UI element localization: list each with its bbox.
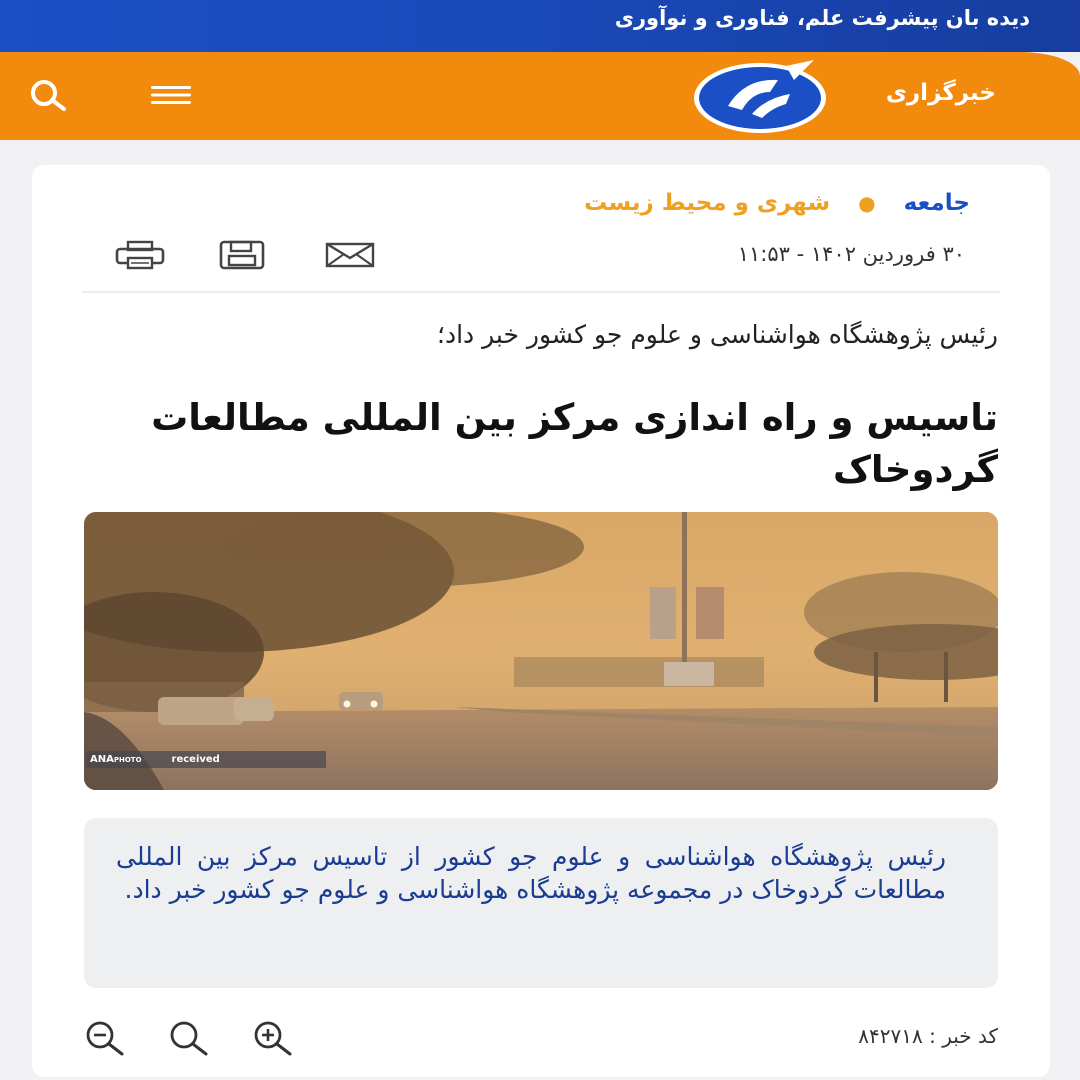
save-icon[interactable]: [216, 240, 268, 270]
zoom-out-icon[interactable]: [78, 1018, 130, 1058]
photo-watermark: [86, 751, 326, 768]
site-tagline: دیده بان پیشرفت علم، فناوری و نوآوری: [614, 6, 1030, 30]
photo-credit-small: PHOTO: [113, 756, 142, 764]
category-link[interactable]: جامعه: [903, 190, 970, 216]
hamburger-icon[interactable]: [146, 80, 196, 110]
news-code-value: ۸۴۲۷۱۸: [858, 1024, 923, 1048]
article-photo: [84, 512, 998, 790]
news-code: [858, 1024, 998, 1048]
breadcrumb: [584, 190, 970, 216]
search-icon[interactable]: [24, 78, 74, 114]
top-banner: [0, 0, 1080, 52]
news-code-label: کد خبر :: [929, 1024, 998, 1048]
brand-label: خبرگزاری: [885, 80, 996, 106]
print-icon[interactable]: [114, 240, 166, 270]
dust-storm-scene: [84, 512, 998, 790]
zoom-reset-icon[interactable]: [162, 1018, 214, 1058]
article-lead: رئیس پژوهشگاه هواشناسی و علوم جو کشور خبر داد؛: [437, 320, 998, 349]
separator-dot: ●: [858, 191, 876, 215]
divider: [82, 291, 1000, 293]
article-title: تاسیس و راه اندازی مرکز بین المللی مطالعات گردوخاک: [151, 396, 998, 491]
article-summary: رئیس پژوهشگاه هواشناسی و علوم جو کشور از تاسیس مرکز بین المللی مطالعات گردوخاک در مجموعه پژوهشگاه هواشناسی و علوم جو کشور خبر داد.: [116, 842, 946, 904]
article-summary-box: [84, 818, 998, 988]
publish-date: ۳۰ فروردین ۱۴۰۲ - ۱۱:۵۳: [737, 242, 965, 266]
ana-logo-icon[interactable]: [690, 58, 828, 134]
email-icon[interactable]: [324, 240, 376, 270]
subcategory-link[interactable]: شهری و محیط زیست: [584, 190, 831, 216]
zoom-in-icon[interactable]: [246, 1018, 298, 1058]
photo-credit: ANA: [90, 754, 114, 765]
photo-status: received: [171, 754, 220, 765]
